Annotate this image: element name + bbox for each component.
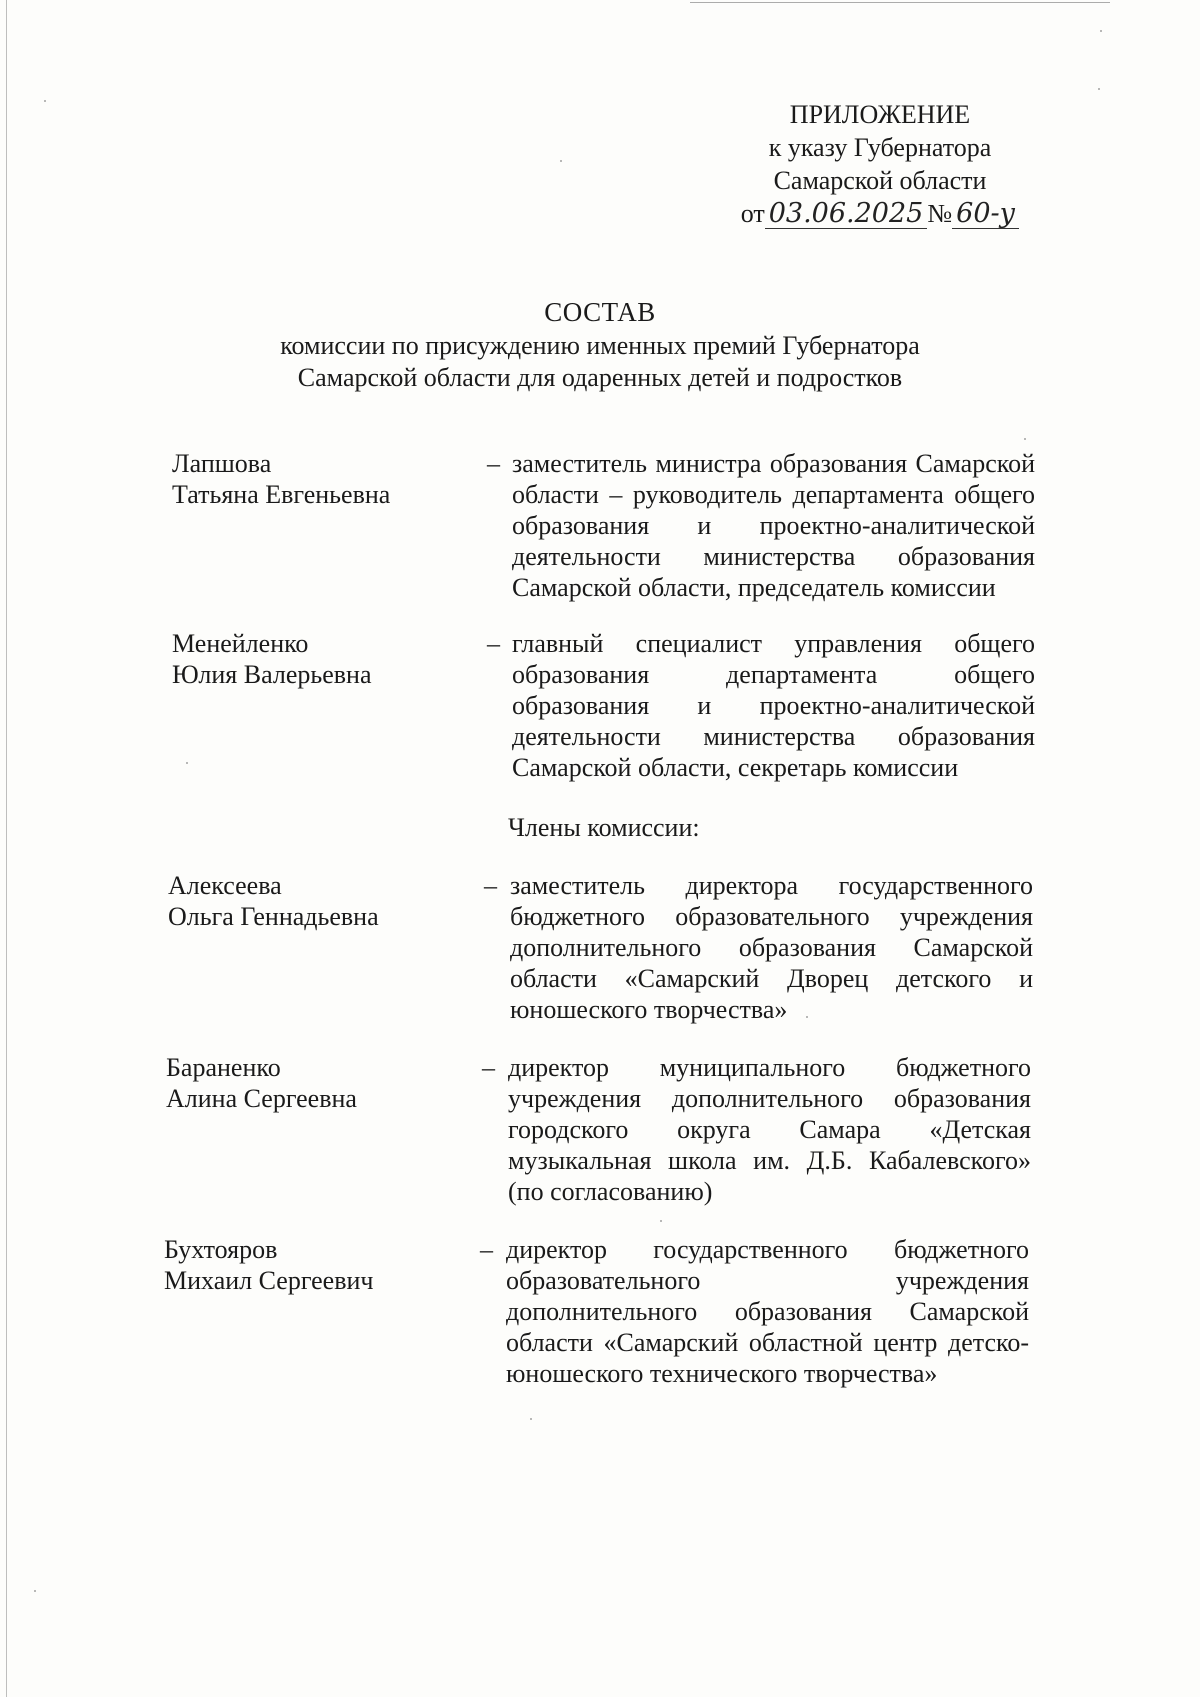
member-given-names: Ольга Геннадьевна	[168, 902, 379, 931]
member-surname: Лапшова	[172, 449, 272, 478]
document-subtitle-line-2: Самарской области для одаренных детей и подростков	[297, 363, 903, 392]
member-description: главный специалист управления общего образования департамента общего образования и проектно-аналитической деятельности министерства образования Самарской области, секретарь комиссии	[512, 629, 1035, 782]
member-name	[172, 448, 472, 510]
scan-speck	[186, 762, 188, 764]
member-dash: –	[487, 449, 500, 478]
number-prefix: №	[927, 199, 953, 228]
appendix-block	[720, 98, 1040, 230]
member-name	[166, 1052, 466, 1114]
member-dash: –	[487, 629, 500, 658]
scan-speck	[1024, 438, 1026, 440]
member-given-names: Михаил Сергеевич	[164, 1266, 374, 1295]
member-surname: Менейленко	[172, 629, 309, 658]
member-name	[172, 628, 472, 690]
member-name	[168, 870, 468, 932]
member-description: директор государственного бюджетного образовательного учреждения дополнительного образования Самарской области «Самарский областной центр детско-юношеского технического творчества»	[506, 1235, 1029, 1388]
member-name	[164, 1234, 464, 1296]
members-heading: Члены комиссии:	[508, 813, 700, 842]
scan-speck	[1100, 30, 1102, 32]
scan-speck	[44, 100, 46, 102]
scan-edge-line	[6, 0, 7, 1697]
handwritten-number: 60-у	[952, 200, 1019, 229]
scan-speck	[530, 1418, 532, 1420]
scan-top-line	[690, 2, 1110, 3]
handwritten-date: 03.06.2025	[765, 200, 928, 229]
appendix-line-1: к указу Губернатора	[768, 133, 992, 162]
date-prefix: от	[740, 199, 765, 228]
member-description: заместитель министра образования Самарской области – руководитель департамента общего образования и проектно-аналитической деятельности министерства образования Самарской области, председатель комиссии	[512, 449, 1035, 602]
member-given-names: Алина Сергеевна	[166, 1084, 357, 1113]
member-surname: Бухтояров	[164, 1235, 278, 1264]
scan-speck	[560, 160, 562, 162]
document-heading: СОСТАВ	[544, 297, 656, 327]
scan-speck	[660, 1220, 662, 1222]
member-dash: –	[484, 871, 497, 900]
member-description: заместитель директора государственного бюджетного образовательного учреждения дополнительного образования Самарской области «Самарский Дворец детского и юношеского творчества»	[510, 871, 1033, 1024]
member-dash: –	[480, 1235, 493, 1264]
appendix-title: ПРИЛОЖЕНИЕ	[789, 100, 971, 129]
scan-speck	[34, 1590, 36, 1592]
member-given-names: Татьяна Евгеньевна	[172, 480, 391, 509]
document-subtitle-line-1: комиссии по присуждению именных премий Губернатора	[280, 331, 920, 360]
member-dash: –	[482, 1053, 495, 1082]
appendix-line-2: Самарской области	[773, 166, 987, 195]
member-given-names: Юлия Валерьевна	[172, 660, 372, 689]
document-title-block	[200, 296, 1000, 394]
member-description: директор муниципального бюджетного учреждения дополнительного образования городского округа Самара «Детская музыкальная школа им. Д.Б. Кабалевского» (по согласованию)	[508, 1053, 1031, 1206]
member-surname: Алексеева	[168, 871, 282, 900]
scan-speck	[1098, 88, 1100, 90]
member-surname: Бараненко	[166, 1053, 281, 1082]
appendix-date-line	[720, 197, 1040, 230]
